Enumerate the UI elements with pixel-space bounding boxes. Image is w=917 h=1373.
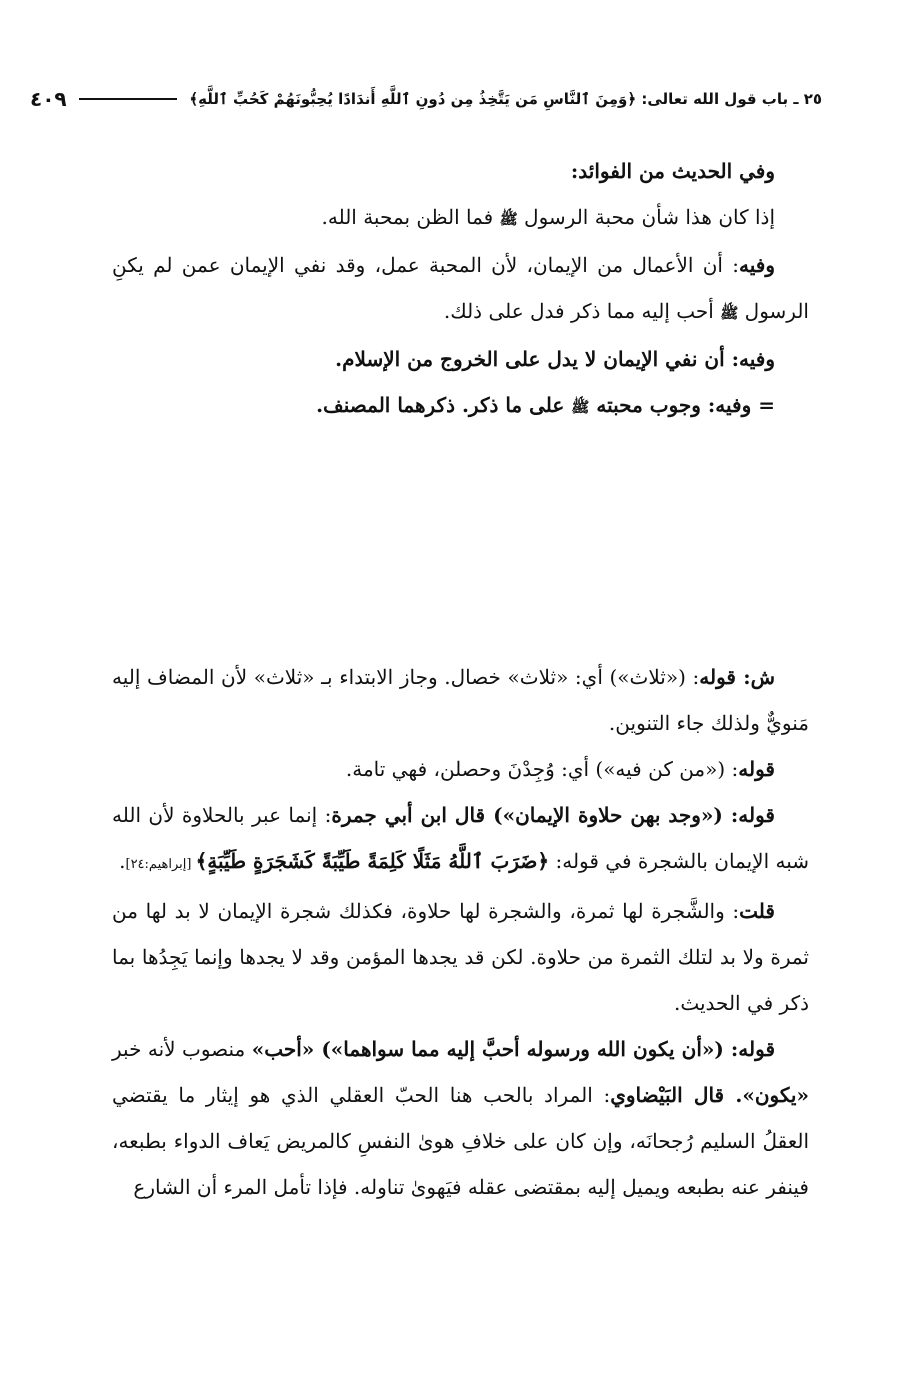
paragraph-text: : والشَّجرة لها ثمرة، والشجرة لها حلاوة، فكذلك شجرة الإيمان لا بد لها من ثمرة ولا بد لتلك الثمرة من حلاوة. لكن قد يجدها المؤمن وقد لا يجدها وإنما يَجِدُها بما ذكر في الحديث. [112, 899, 809, 1015]
paragraph-lead: «يكون». قال البَيْضاوي [610, 1083, 809, 1107]
verse-citation: [إبراهيم:٢٤] [125, 857, 196, 872]
honorific-glyph: ﷺ [720, 304, 739, 322]
paragraph-text: أحب إليه مما ذكر فدل على ذلك. [443, 299, 721, 323]
paragraph-lead: قوله: («أن يكون الله ورسوله أحبَّ إليه مما سواهما») «أحب» [251, 1037, 775, 1061]
paragraph-text: = وفيه: وجوب محبته [589, 393, 775, 417]
paragraph-lead: وفيه [739, 253, 775, 277]
honorific-glyph: ﷺ [571, 398, 590, 416]
paragraph-text: منصوب لأنه خبر [112, 1037, 252, 1061]
paragraph-text: : أن الأعمال من الإيمان، لأن المحبة عمل، وقد نفي الإيمان عمن لم يكنِ الرسول [112, 253, 809, 323]
paragraph [112, 888, 809, 1026]
chapter-title: ٢٥ ـ باب قول الله تعالى: ﴿وَمِنَ ٱلنَّاسِ مَن يَتَّخِذُ مِن دُونِ ٱللَّهِ أَندَادًا يُحِبُّونَهُمْ كَحُبِّ ٱللَّهِ﴾ [189, 90, 822, 108]
paragraph-lead: ش: قوله [699, 665, 775, 689]
paragraph-lead: قوله: («وجد بهن حلاوة الإيمان») قال ابن أبي جمرة [331, 803, 775, 827]
paragraph-text: فما الظن بمحبة الله. [321, 205, 500, 229]
running-header [30, 84, 822, 114]
header-rule [79, 98, 178, 100]
paragraph-text: : المراد بالحب هنا الحبّ العقلي الذي هو إيثار ما يقتضي العقلُ السليم رُجحانَه، وإن كان على خلافِ هوىٰ النفسِ كالمريض يَعاف الدواء بطبعه، فينفر عنه بطبعه ويميل إليه بمقتضى عقله فيَهوىٰ تناوله. فإذا تأمل المرء أن الشارع [112, 1083, 809, 1199]
paragraph-lead: قوله [738, 757, 775, 781]
hadith-benefits-section [112, 148, 809, 430]
paragraph [112, 1026, 809, 1210]
paragraph [112, 194, 809, 242]
paragraph [112, 382, 809, 430]
paragraph-text: : إنما عبر بالحلاوة لأن الله شبه الإيمان بالشجرة في قوله: [112, 803, 809, 873]
paragraph [112, 654, 809, 746]
benefits-lead: وفي الحديث من الفوائد: [570, 159, 775, 183]
benefits-heading [112, 148, 809, 194]
paragraph-text: وفيه: أن نفي الإيمان لا يدل على الخروج من الإسلام. [335, 347, 775, 371]
paragraph-text: : («من كن فيه») أي: وُجِدْنَ وحصلن، فهي تامة. [345, 757, 739, 781]
quran-verse: ﴿ضَرَبَ ٱللَّهُ مَثَلًا كَلِمَةً طَيِّبَةً كَشَجَرَةٍ طَيِّبَةٍ﴾ [195, 849, 550, 873]
paragraph-text: : («ثلاث») أي: «ثلاث» خصال. وجاز الابتداء بـ «ثلاث» لأن المضاف إليه مَنويٌّ ولذلك جاء التنوين. [112, 665, 809, 735]
honorific-glyph: ﷺ [499, 210, 518, 228]
commentary-section [112, 654, 809, 1210]
paragraph-lead: قلت [739, 899, 775, 923]
paragraph [112, 792, 809, 888]
paragraph [112, 336, 809, 382]
paragraph-text: على ما ذكر. ذكرهما المصنف. [316, 393, 572, 417]
paragraph [112, 242, 809, 336]
page-number: ٤٠٩ [30, 87, 67, 111]
paragraph-text: . [119, 849, 126, 873]
paragraph-text: إذا كان هذا شأن محبة الرسول [517, 205, 775, 229]
paragraph [112, 746, 809, 792]
